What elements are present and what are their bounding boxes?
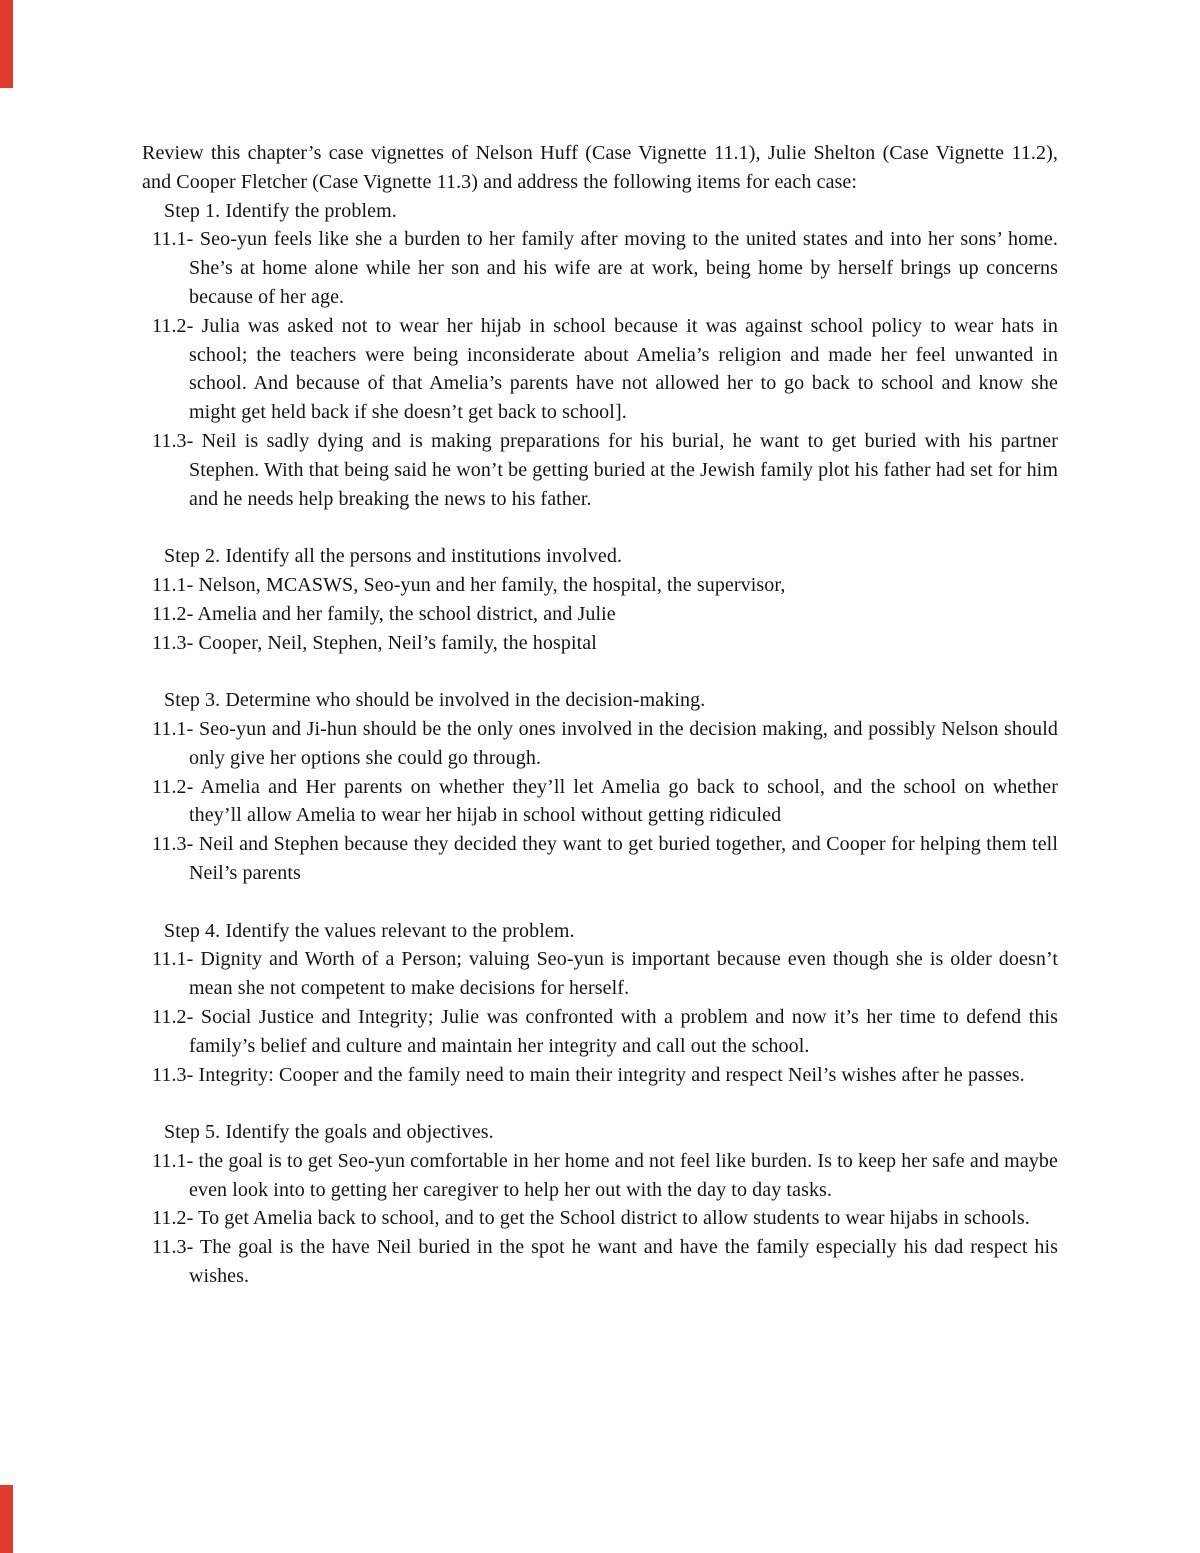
scan-edge-artifact-top <box>0 0 13 88</box>
step-4-title: Step 4. Identify the values relevant to the problem. <box>164 919 575 942</box>
step-5-section <box>142 1118 1058 1291</box>
step-3-title: Step 3. Determine who should be involved in the decision-making. <box>164 689 706 712</box>
step-4-item-11-1: 11.1- Dignity and Worth of a Person; valuing Seo-yun is important because even though she is older doesn’t mean she not competent to make decisions for herself. <box>152 948 1058 1000</box>
step-2-section <box>142 542 1058 657</box>
step-1-title: Step 1. Identify the problem. <box>164 199 397 222</box>
intro-paragraph: Review this chapter’s case vignettes of Nelson Huff (Case Vignette 11.1), Julie Shelton (Case Vignette 11.2), and Cooper Fletcher (Case Vignette 11.3) and address the following items for each case: <box>142 142 1058 193</box>
step-1-section <box>142 197 1058 514</box>
scan-edge-artifact-bottom <box>0 1485 13 1553</box>
step-4-item-11-2: 11.2- Social Justice and Integrity; Julie was confronted with a problem and now it’s her time to defend this family’s belief and culture and maintain her integrity and call out the school. <box>152 1005 1058 1057</box>
document-content <box>142 139 1058 1291</box>
step-4-item-11-3: 11.3- Integrity: Cooper and the family need to main their integrity and respect Neil’s wishes after he passes. <box>152 1063 1025 1086</box>
step-3-item-11-2: 11.2- Amelia and Her parents on whether they’ll let Amelia go back to school, and the school on whether they’ll allow Amelia to wear her hijab in school without getting ridiculed <box>152 775 1058 827</box>
step-2-item-11-3: 11.3- Cooper, Neil, Stephen, Neil’s family, the hospital <box>152 631 597 654</box>
step-3-item-11-3: 11.3- Neil and Stephen because they decided they want to get buried together, and Cooper for helping them tell Neil’s parents <box>152 833 1058 884</box>
step-4-section <box>142 917 1058 1090</box>
step-5-title: Step 5. Identify the goals and objectives. <box>164 1121 494 1144</box>
step-2-item-11-2: 11.2- Amelia and her family, the school district, and Julie <box>152 602 616 625</box>
step-3-item-11-1: 11.1- Seo-yun and Ji-hun should be the only ones involved in the decision making, and possibly Nelson should only give her options she could go through. <box>152 717 1058 769</box>
step-2-title: Step 2. Identify all the persons and institutions involved. <box>164 545 623 568</box>
step-5-item-11-1: 11.1- the goal is to get Seo-yun comfortable in her home and not feel like burden. Is to keep her safe and maybe even look into to getting her caregiver to help her out with the day to day tasks. <box>152 1149 1058 1201</box>
step-1-item-11-2: 11.2- Julia was asked not to wear her hijab in school because it was against school policy to wear hats in school; the teachers were being inconsiderate about Amelia’s religion and made her feel unwanted in school. And because of that Amelia’s parents have not allowed her to go back to school and know she might get held back if she doesn’t get back to school]. <box>152 314 1058 424</box>
step-3-section <box>142 686 1058 888</box>
step-1-item-11-1: 11.1- Seo-yun feels like she a burden to her family after moving to the united states and into her sons’ home. She’s at home alone while her son and his wife are at work, being home by herself brings up concerns because of her age. <box>152 228 1058 308</box>
step-1-item-11-3: 11.3- Neil is sadly dying and is making preparations for his burial, he want to get buried with his partner Stephen. With that being said he won’t be getting buried at the Jewish family plot his father had set for him and he needs help breaking the news to his father. <box>152 429 1058 510</box>
step-5-item-11-2: 11.2- To get Amelia back to school, and to get the School district to allow students to wear hijabs in schools. <box>152 1207 1030 1230</box>
step-2-item-11-1: 11.1- Nelson, MCASWS, Seo-yun and her family, the hospital, the supervisor, <box>152 573 786 596</box>
step-5-item-11-3: 11.3- The goal is the have Neil buried in the spot he want and have the family especially his dad respect his wishes. <box>152 1236 1058 1288</box>
